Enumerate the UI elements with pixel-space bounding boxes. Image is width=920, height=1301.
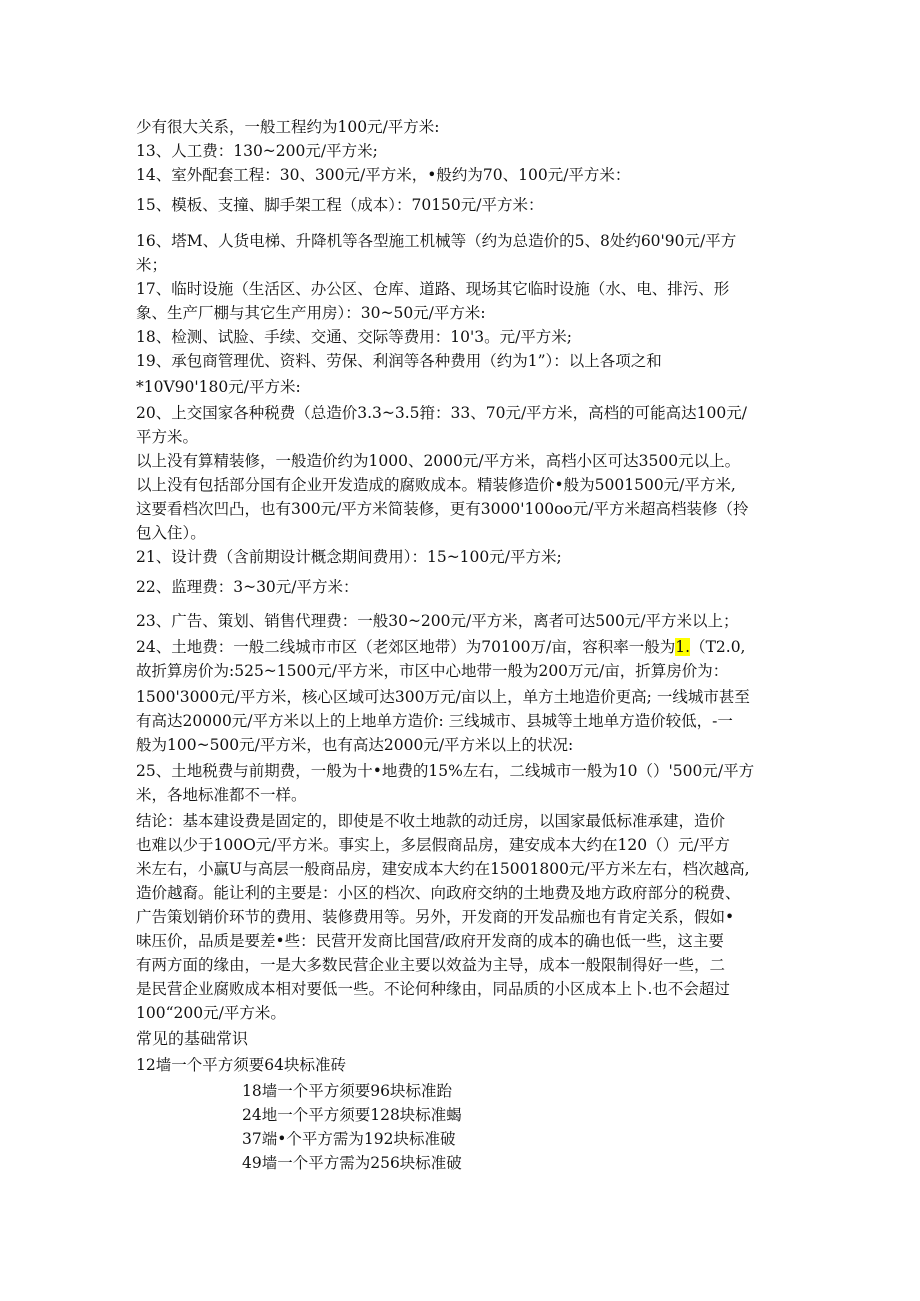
text-line: 以上没有算精装修，一般造价约为1000、2000元/平方米，高档小区可达3500元以上。 [136,452,741,470]
text-line: 是民营企业腐败成本相对要低一些。不论何种缘由，同品质的小区成本上卜.也不会超过 [136,980,730,998]
text-line: 广告策划销价环节的费用、装修费用等。另外，开发商的开发品痂也有肯定关系，假如• [136,908,735,926]
brick-item: 37端•个平方需为192块标准破 [242,1130,456,1148]
land-fee-line [136,636,745,658]
text-line: 13、人工费：130~200元/平方米; [136,142,378,160]
text-line: 也难以少于100O元/平方米。事实上，多层假商品房，建安成本大约在120（）元/平方 [136,836,730,854]
text-line: 包入住）。 [136,524,206,542]
highlighted-text: 1. [675,638,691,656]
text-line: 14、室外配套工程：30、300元/平方米，•般约为70、100元/平方米： [136,166,631,184]
section-heading: 常见的基础常识 [136,1029,249,1048]
text-line: 象、生产厂棚与其它生产用房）：30~50元/平方米: [136,304,486,322]
brick-item: 12墙一个平方须要64块标准砖 [136,1056,346,1074]
text-line: 21、设计费（含前期设计概念期间费用）：15~100元/平方米; [136,548,562,566]
text-line: 造价越裔。能让利的主要是：小区的档次、向政府交纳的土地费及地方政府部分的税费、 [136,884,741,902]
text-line: 15、模板、支撞、脚手架工程（成本）：70150元/平方米： [136,196,544,214]
text-line: 少有很大关系，一般工程约为100元/平方米: [136,118,440,136]
text-line: 22、监理费：3~30元/平方米： [136,578,359,596]
text-line: 结论：基本建设费是固定的，即使是不收土地款的动迁房，以国家最低标准承建，造价 [136,812,726,830]
text-line: 味压价，品质是要差•些：民营开发商比国营/政府开发商的成本的确也低一些，这主要 [136,932,724,950]
text-line: 有高达20000元/平方米以上的上地单方造价: 三线城市、县城等土地单方造价较低，-一 [136,712,733,730]
text-line: 25、土地税费与前期费，一般为十•地费的15%左右，二线城市一般为10（）'500元/平方 [136,762,755,780]
text-line: 米左右，小赢U与高层一般商品房，建安成本大约在15001800元/平方米左右，档次越高, [136,860,750,878]
text-line: 20、上交国家各种税费（总造价3.3~3.5箝：33、70元/平方米，高档的可能高达100元/ [136,404,747,422]
text-line: 23、广告、策划、销售代理费：一般30~200元/平方米，离者可达500元/平方米以上； [136,612,739,630]
text-line: 19、承包商管理优、资料、劳保、利润等各种费用（约为1”）：以上各项之和 [136,352,662,370]
text-line: 有两方面的缘由，一是大多数民营企业主要以效益为主导，成本一般限制得好一些，二 [136,956,726,974]
brick-item: 18墙一个平方须要96块标准跆 [242,1082,452,1100]
text-line: 这要看档次凹凸，也有300元/平方米简装修，更有3000'100oo元/平方米超高档装修（拎 [136,500,749,518]
text-line: 100“200元/平方米。 [136,1004,286,1022]
text-line: 以上没有包括部分国有企业开发造成的腐败成本。精装修造价•般为5001500元/平方米, [136,476,736,494]
text-line: 平方米。 [136,428,199,446]
text-line: 般为100~500元/平方米，也有高达2000元/平方米以上的状况: [136,736,574,754]
brick-item: 49墙一个平方需为256块标准破 [242,1154,462,1172]
text-line: 18、检测、试脸、手续、交通、交际等费用：10'3。元/平方米; [136,328,573,346]
text-line: *10V90'180元/平方米: [136,378,301,396]
text-line: 1500'3000元/平方米，核心区域可达300万元/亩以上，单方土地造价更高; 一线城市甚至 [136,688,750,706]
brick-item: 24地一个平方须要128块标准蝎 [242,1106,462,1124]
text-line: 故折算房价为:525~1500元/平方米，市区中心地带一般为200万元/亩，折算房价为： [136,662,729,680]
text-line: 17、临时设施（生活区、办公区、仓库、道路、现场其它临时设施（水、电、排污、形 [136,280,730,298]
land-fee-text-end: （T2.0, [690,638,746,656]
text-line: 16、塔M、人货电梯、升降机等各型施工机械等（约为总造价的5、8处约60'90元/平方 [136,232,737,250]
land-fee-text: 24、土地费：一般二线城市市区（老郊区地带）为70100万/亩，容积率一般为 [136,638,676,656]
text-line: 米； [136,256,168,274]
text-line: 米，各地标准都不一样。 [136,786,307,804]
